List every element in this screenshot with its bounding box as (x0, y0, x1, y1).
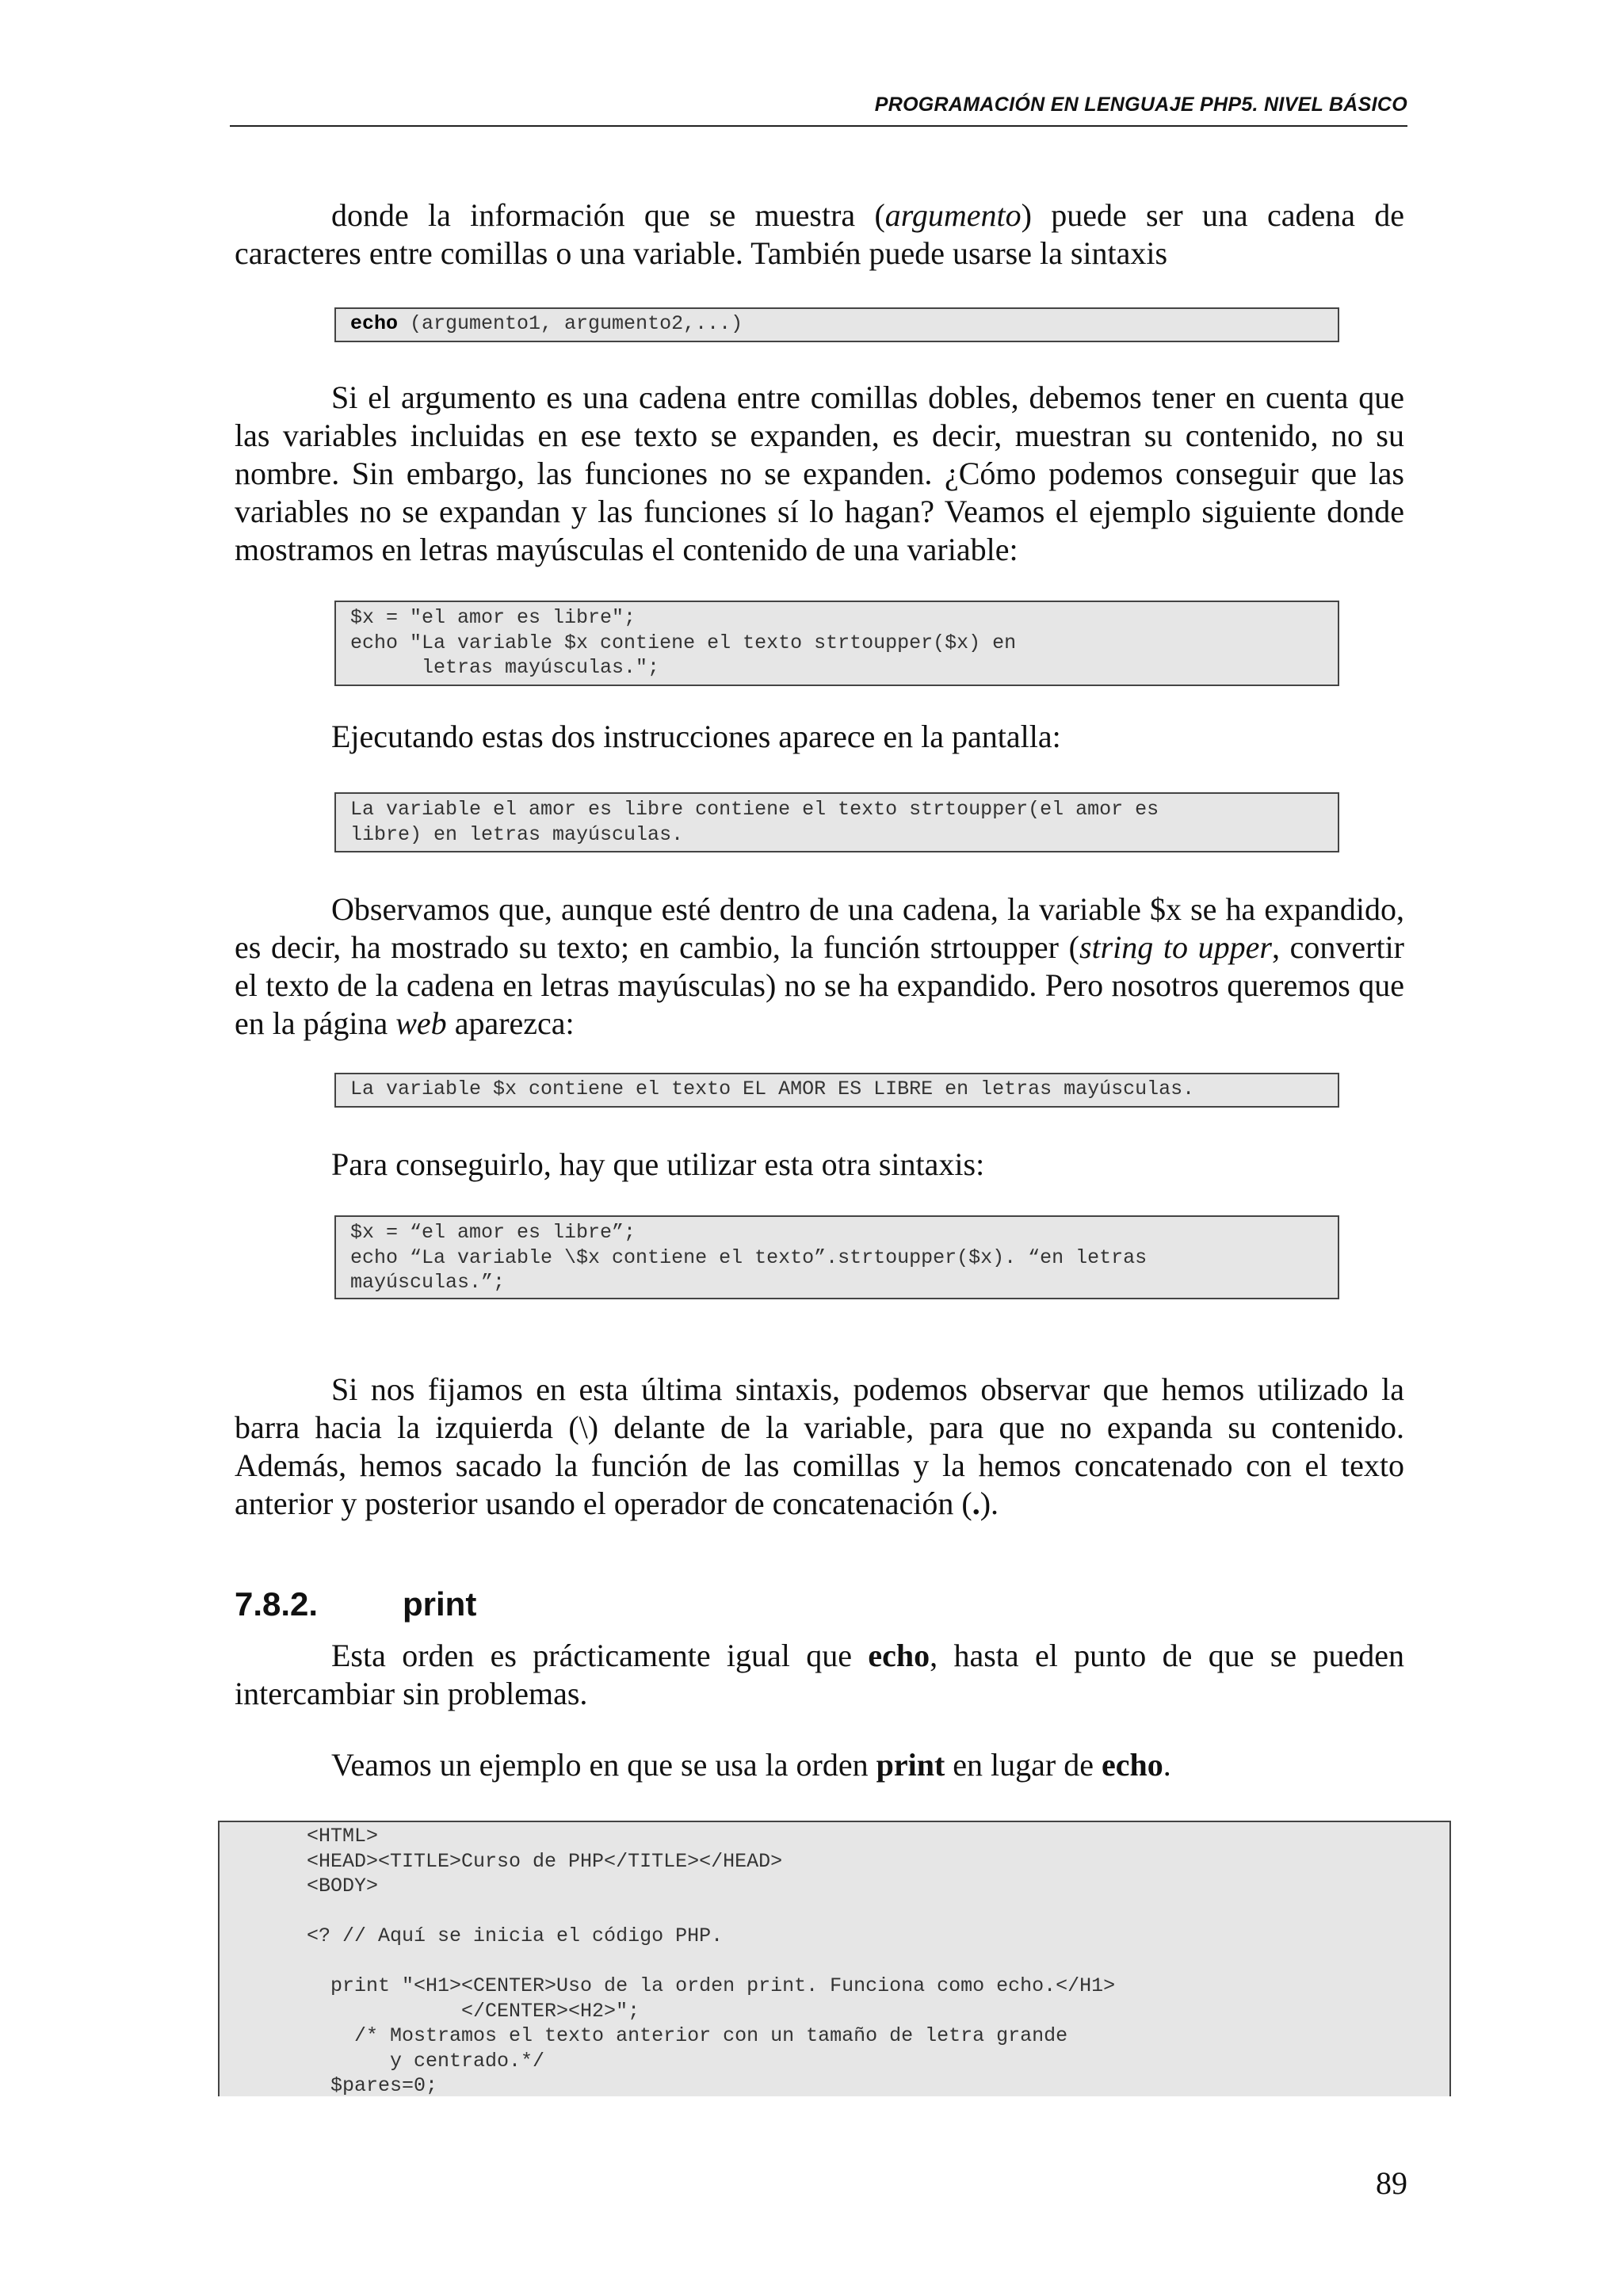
bold-term: echo (868, 1638, 930, 1673)
text-span: Veamos un ejemplo en que se usa la orden (331, 1747, 876, 1783)
italic-term: web (395, 1005, 447, 1041)
paragraph-observation (235, 891, 1404, 1043)
code-block-example1: $x = "el amor es libre"; echo "La variable $x contiene el texto strtoupper($x) en letras mayúsculas."; (334, 601, 1339, 686)
section-heading (235, 1585, 1407, 1624)
text-span: . (1163, 1747, 1171, 1783)
bold-operator: . (972, 1486, 980, 1521)
italic-term: argumento (884, 197, 1022, 233)
section-number: 7.8.2. (235, 1585, 319, 1623)
code-block-output1: La variable el amor es libre contiene el texto strtoupper(el amor es libre) en letras mayúsculas. (334, 792, 1339, 852)
text-span: ) puede ser una cadena de caracteres entre comillas o una variable. También puede usarse la sintaxis (235, 197, 1404, 271)
text-span: en lugar de (945, 1747, 1102, 1783)
text-span: donde la información que se muestra ( (331, 197, 885, 233)
code-text: (argumento1, argumento2,...) (398, 312, 743, 335)
bold-term: print (876, 1747, 945, 1783)
header-rule (230, 125, 1407, 127)
paragraph-argument (235, 196, 1404, 273)
bold-term: echo (1101, 1747, 1163, 1783)
code-block-desired-output: La variable $x contiene el texto EL AMOR ES LIBRE en letras mayúsculas. (334, 1073, 1339, 1108)
paragraph-print-example (331, 1746, 1404, 1784)
text-span: , convertir el texto de la cadena en letras mayúsculas) no se ha expandido. Pero nosotros queremos que en la página (235, 929, 1405, 1041)
code-block-example2: $x = “el amor es libre”; echo “La variable \$x contiene el texto”.strtoupper($x). “en letras mayúsculas.”; (334, 1215, 1339, 1299)
page-number: 89 (1376, 2165, 1407, 2201)
paragraph-print-intro (235, 1637, 1404, 1713)
code-keyword: echo (350, 312, 399, 335)
text-span: aparezca: (446, 1005, 575, 1041)
text-span: Si nos fijamos en esta última sintaxis, podemos observar que hemos utilizado la barra hacia la izquierda (\) delante de la variable, para que no expanda su contenido. Además, hemos sacado la función de las comillas y la hemos concatenado con el texto anterior y posterior usando el operador de concatenación ( (235, 1371, 1404, 1521)
section-title: print (403, 1585, 477, 1623)
text-span: , hasta el punto de que se pueden intercambiar sin problemas. (235, 1638, 1404, 1711)
paragraph-execution: Ejecutando estas dos instrucciones aparece en la pantalla: (331, 719, 1061, 754)
code-block-print-example: <HTML> <HEAD><TITLE>Curso de PHP</TITLE></HEAD> <BODY> <? // Aquí se inicia el código PHP. print "<H1><CENTER>Uso de la orden print. Funciona como echo.</H1> </CENTER><H2>"; /* Mostramos el texto anterior con un tamaño de letra grande y centrado.*/ $pares=0; (218, 1821, 1451, 2096)
paragraph-expansion: Si el argumento es una cadena entre comillas dobles, debemos tener en cuenta que las variables incluidas en ese texto se expanden, es decir, muestran su contenido, no su nombre. Sin embargo, las funciones no se expanden. ¿Cómo podemos conseguir que las variables no se expandan y las funciones sí lo hagan? Veamos el ejemplo siguiente donde mostramos en letras mayúsculas el contenido de una variable: (235, 379, 1404, 567)
italic-term: string to upper (1079, 929, 1272, 965)
running-header: PROGRAMACIÓN EN LENGUAJE PHP5. NIVEL BÁSICO (874, 93, 1407, 116)
text-span: ). (980, 1486, 999, 1521)
paragraph-explanation (235, 1371, 1404, 1523)
paragraph-syntax-intro: Para conseguirlo, hay que utilizar esta otra sintaxis: (331, 1146, 985, 1182)
code-block-syntax (334, 307, 1339, 342)
text-span: Esta orden es prácticamente igual que (331, 1638, 869, 1673)
text-span: Observamos que, aunque esté dentro de una cadena, la variable $x se ha expandido, es decir, ha mostrado su texto; en cambio, la función strtoupper ( (235, 891, 1404, 965)
